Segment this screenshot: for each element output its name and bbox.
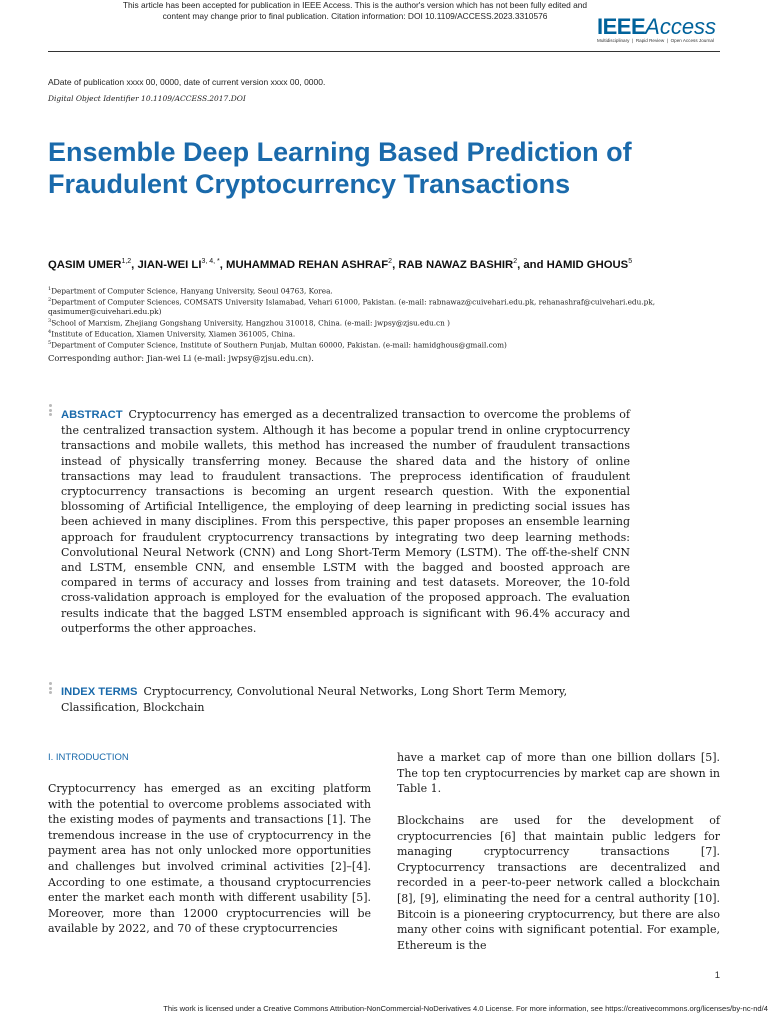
affiliation-item: $^5$Department of Computer Science, Institute of Southern Punjab, Multan 60000, Pakistan. (e-mail: hamidghous@gmail.com) <box>48 340 507 350</box>
paragraph: Cryptocurrency has emerged as an exciting platform with the potential to overcome problems associated with the existing modes of payments and transactions [1]. The tremendous increase in the use of cryptocurrency in the payment area has not only unlocked more opportunities and challenges but involved criminal activities [2]–[4]. According to one estimate, a thousand cryptocurrencies enter the market each month with different usability [5]. Moreover, more than 12000 cryptocurrencies will be available by 2022, and 70 of these cryptocurrencies <box>48 782 371 936</box>
paper-title: Ensemble Deep Learning Based Prediction of Fraudulent Cryptocurrency Transactions <box>48 137 632 199</box>
affiliations <box>48 285 688 350</box>
abstract-block <box>61 407 630 636</box>
acceptance-notice <box>120 0 590 22</box>
author-affil-marker: 2 <box>513 258 518 265</box>
doi-line: Digital Object Identifier 10.1109/ACCESS.2017.DOI <box>48 94 246 103</box>
index-terms-text: Cryptocurrency, Convolutional Neural Networks, Long Short Term Memory, Classification, Blockchain <box>61 685 568 715</box>
author-affil-marker: 1,2 <box>121 258 132 265</box>
paragraph: have a market cap of more than one billion dollars [5]. The top ten cryptocurrencies by market cap are shown in Table 1. <box>397 751 720 796</box>
author-affil-marker: 3, 4, * <box>201 258 220 265</box>
affiliation-item: $^2$Department of Computer Sciences, COMSATS University Islamabad, Vehari 61000, Pakistan. (e-mail: rabnawaz@cuivehari.edu.pk, rehanashraf@cuivehari.edu.pk, qasimumer@cuivehari.edu.pk) <box>48 297 656 317</box>
section-heading-introduction: I. INTRODUCTION <box>48 752 129 763</box>
header-rule <box>48 51 720 52</box>
paragraph: Blockchains are used for the development of cryptocurrencies [6] that maintain public ledgers for managing cryptocurrency transactions [7]. Cryptocurrency transactions are decentralized and recorded in a peer-to-peer network called a blockchain [8], [9], eliminating the need for a central authority [10]. Bitcoin is a pioneering cryptocurrency, but there are also many other coins with significant potential. For example, Ethereum is the <box>397 814 720 952</box>
author-name: JIAN-WEI LI <box>137 258 202 271</box>
ieee-access-logo <box>597 14 727 44</box>
author-name: HAMID GHOUS <box>546 258 629 271</box>
notice-line-1: This article has been accepted for publication in IEEE Access. This is the author's version which has not been fully edited and <box>122 0 588 10</box>
body-column-right-top <box>397 750 720 797</box>
index-terms-block <box>61 684 630 715</box>
author-affil-marker: 2 <box>388 258 393 265</box>
abstract-marker-dots <box>49 404 53 418</box>
abstract-text: Cryptocurrency has emerged as a decentralized transaction to overcome the problems of the centralized transaction system. Although it has become a popular trend in online cryptocurrency transactions and mobile wallets, this method has increased the number of fraudulent transactions instead of physically transferring money. Because the shared data and the history of online transactions may lead to fraudulent transactions. The preprocess identification of fraudulent cryptocurrency transactions is becoming an urgent research question. With the exponential blossoming of Artificial Intelligence, the employing of deep learning in predicting social issues has been achieved in many disciplines. From this perspective, this paper proposes an ensemble learning approach for fraudulent cryptocurrency transactions by integrating two deep learning methods: Convolutional Neural Network (CNN) and Long Short-Term Memory (LSTM). The off-the-shelf CNN and LSTM, ensemble CNN, and ensemble LSTM with the bagged and boosted approach are compared in terms of accuracy and losses from training and test datasets. Moreover, the 10-fold cross-validation approach is employed for the evaluation of the proposed approach. The evaluation results indicate that the bagged LSTM ensembled approach is significant with 96.4% accuracy and outperforms the other approaches. <box>61 408 630 635</box>
author-name: QASIM UMER <box>48 258 122 271</box>
notice-line-2: content may change prior to final publication. Citation information: DOI 10.1109/ACCESS.2023.3310576 <box>162 11 548 21</box>
license-notice: This work is licensed under a Creative Commons Attribution-NonCommercial-NoDerivatives 4.0 License. For more information, see https://creativecommons.org/licenses/by-nc-nd/4 <box>163 1004 768 1013</box>
author-name: RAB NAWAZ BASHIR <box>398 258 514 271</box>
affiliation-item: $^1$Department of Computer Science, Hanyang University, Seoul 04763, Korea. <box>48 286 333 296</box>
body-column-left <box>48 781 371 937</box>
publication-dates: ADate of publication xxxx 00, 0000, date of current version xxxx 00, 0000. <box>48 77 326 87</box>
logo-tagline: Multidisciplinary ❘ Rapid Review ❘ Open Access Journal <box>597 38 714 43</box>
body-column-right-bottom <box>397 813 720 953</box>
author-affil-marker: 5 <box>628 258 633 265</box>
logo-access-text: Access <box>645 14 717 39</box>
author-name: MUHAMMAD REHAN ASHRAF <box>226 258 389 271</box>
author-list: QASIM UMER$^{1,2}$, JIAN-WEI $LI^{3, 4, *}$, MUHAMMAD REHAN ASHRAF$^2$, RAB NAWAZ BASHIR$^2$, and HAMID GHOUS$^5$ <box>48 258 633 271</box>
page-number: 1 <box>714 970 720 981</box>
index-terms-marker-dots <box>49 682 53 696</box>
abstract-label: ABSTRACT <box>61 409 123 421</box>
index-terms-label: INDEX TERMS <box>61 686 138 698</box>
affiliation-item: $^3$School of Marxism, Zhejiang Gongshang University, Hangzhou 310018, China. (e-mail: jwpsy@zjsu.edu.cn ) <box>48 317 450 328</box>
affiliation-item: $^4$Institute of Education, Xiamen University, Xiamen 361005, China. <box>48 329 296 339</box>
logo-ieee-text: IEEE <box>597 14 646 39</box>
corresponding-author: Corresponding author: Jian-wei Li (e-mail: jwpsy@zjsu.edu.cn). <box>48 353 314 363</box>
